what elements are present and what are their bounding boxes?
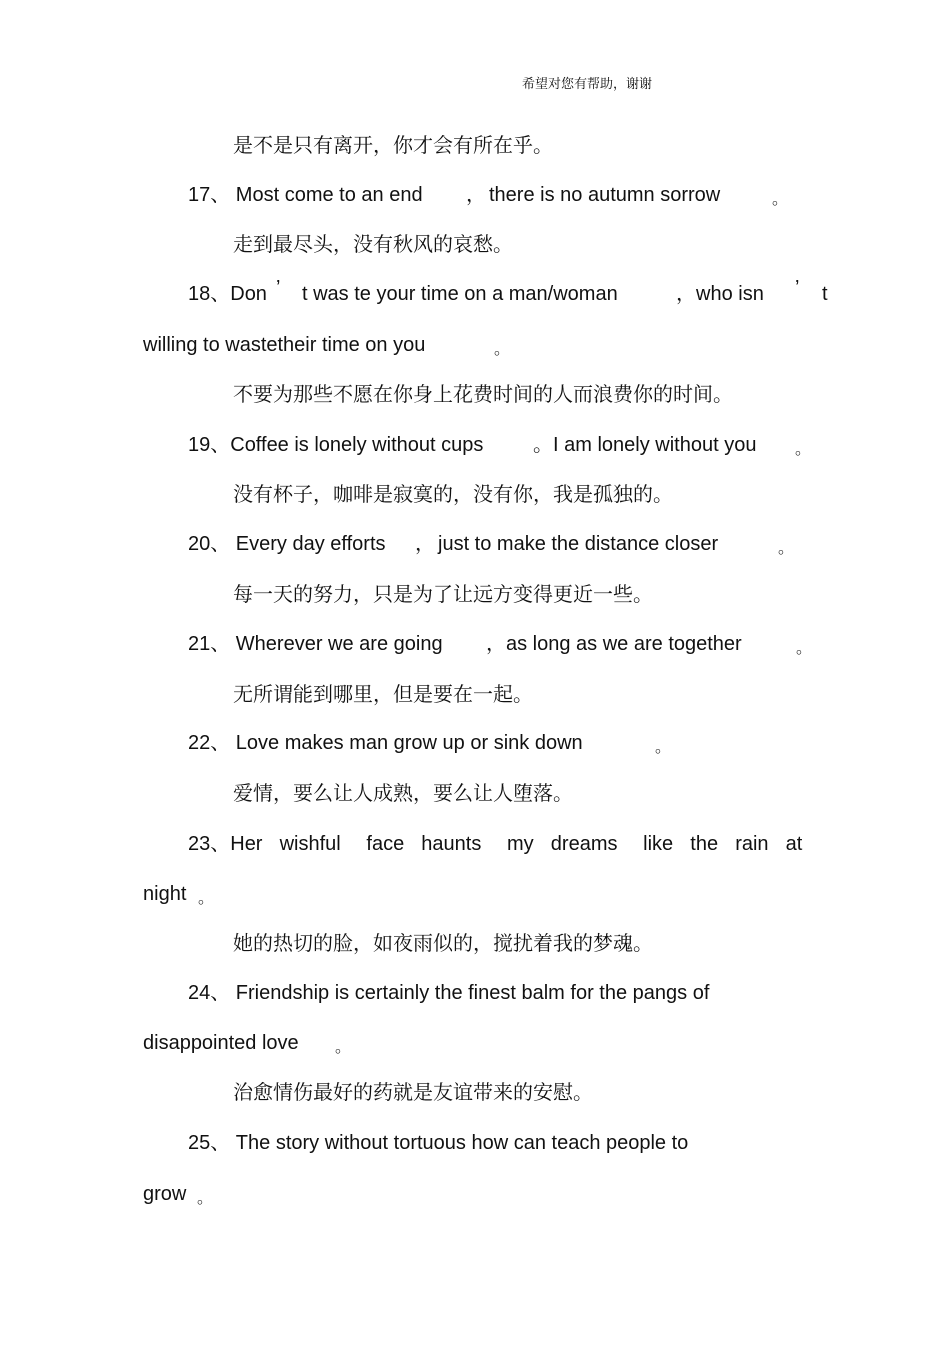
sentence-18-period: 。: [494, 339, 511, 358]
sentence-25-line2: grow: [143, 1183, 187, 1205]
sentence-22: 22、 Love makes man grow up or sink down: [188, 732, 583, 754]
sentence-22-period: 。: [655, 737, 672, 756]
sentence-21-period: 。: [796, 638, 813, 657]
sentence-23-line1: 23、Her wishful face haunts my dreams like the rain at: [188, 833, 803, 855]
sentence-18-part1: 18、Don: [188, 283, 267, 305]
sentence-18-part4: t: [822, 283, 828, 305]
translation-17: 走到最尽头，没有秋风的哀愁。: [233, 232, 513, 256]
sentence-24-period: 。: [335, 1037, 352, 1056]
translation-20: 每一天的努力，只是为了让远方变得更近一些。: [233, 582, 653, 606]
sentence-25-period: 。: [197, 1188, 214, 1207]
sentence-17-period: 。: [772, 189, 789, 208]
sentence-21-part1: 21、 Wherever we are going: [188, 633, 443, 655]
translation-21: 无所谓能到哪里，但是要在一起。: [233, 682, 533, 706]
sentence-17-part2: there is no autumn sorrow: [489, 184, 721, 206]
sentence-25-line1: 25、 The story without tortuous how can teach people to: [188, 1132, 689, 1154]
sentence-23-line2: night: [143, 883, 187, 905]
sentence-19-part2: 。I am lonely without you: [533, 434, 757, 456]
sentence-20-part1: 20、 Every day efforts: [188, 533, 386, 555]
sentence-18-part3: ，who isn: [676, 283, 764, 305]
translation-22: 爱情，要么让人成熟，要么让人堕落。: [233, 781, 573, 805]
sentence-21-part2: ，as long as we are together: [486, 633, 742, 655]
sentence-17-comma: ，: [466, 184, 486, 206]
sentence-24-line1: 24、 Friendship is certainly the finest balm for the pangs of: [188, 982, 710, 1004]
sentence-18-apostrophe2: ’: [795, 277, 800, 299]
sentence-20-period: 。: [778, 538, 795, 557]
sentence-18-apostrophe1: ’: [276, 277, 281, 299]
translation-19: 没有杯子，咖啡是寂寞的，没有你，我是孤独的。: [233, 482, 673, 506]
sentence-19-period: 。: [795, 439, 812, 458]
sentence-18-line2: willing to wastetheir time on you: [143, 334, 426, 356]
translation-16: 是不是只有离开，你才会有所在乎。: [233, 133, 553, 157]
sentence-19-part1: 19、Coffee is lonely without cups: [188, 434, 484, 456]
sentence-18-part2: t was te your time on a man/woman: [302, 283, 618, 305]
sentence-20-part2: just to make the distance closer: [438, 533, 719, 555]
page-header: 希望对您有帮助，谢谢: [522, 77, 653, 92]
translation-23: 她的热切的脸，如夜雨似的，搅扰着我的梦魂。: [233, 931, 653, 955]
sentence-24-line2: disappointed love: [143, 1032, 299, 1054]
sentence-20-comma: ，: [415, 533, 435, 555]
translation-24: 治愈情伤最好的药就是友谊带来的安慰。: [233, 1080, 593, 1104]
sentence-23-period: 。: [198, 888, 215, 907]
translation-18: 不要为那些不愿在你身上花费时间的人而浪费你的时间。: [233, 382, 733, 406]
sentence-17-part1: 17、 Most come to an end: [188, 184, 423, 206]
